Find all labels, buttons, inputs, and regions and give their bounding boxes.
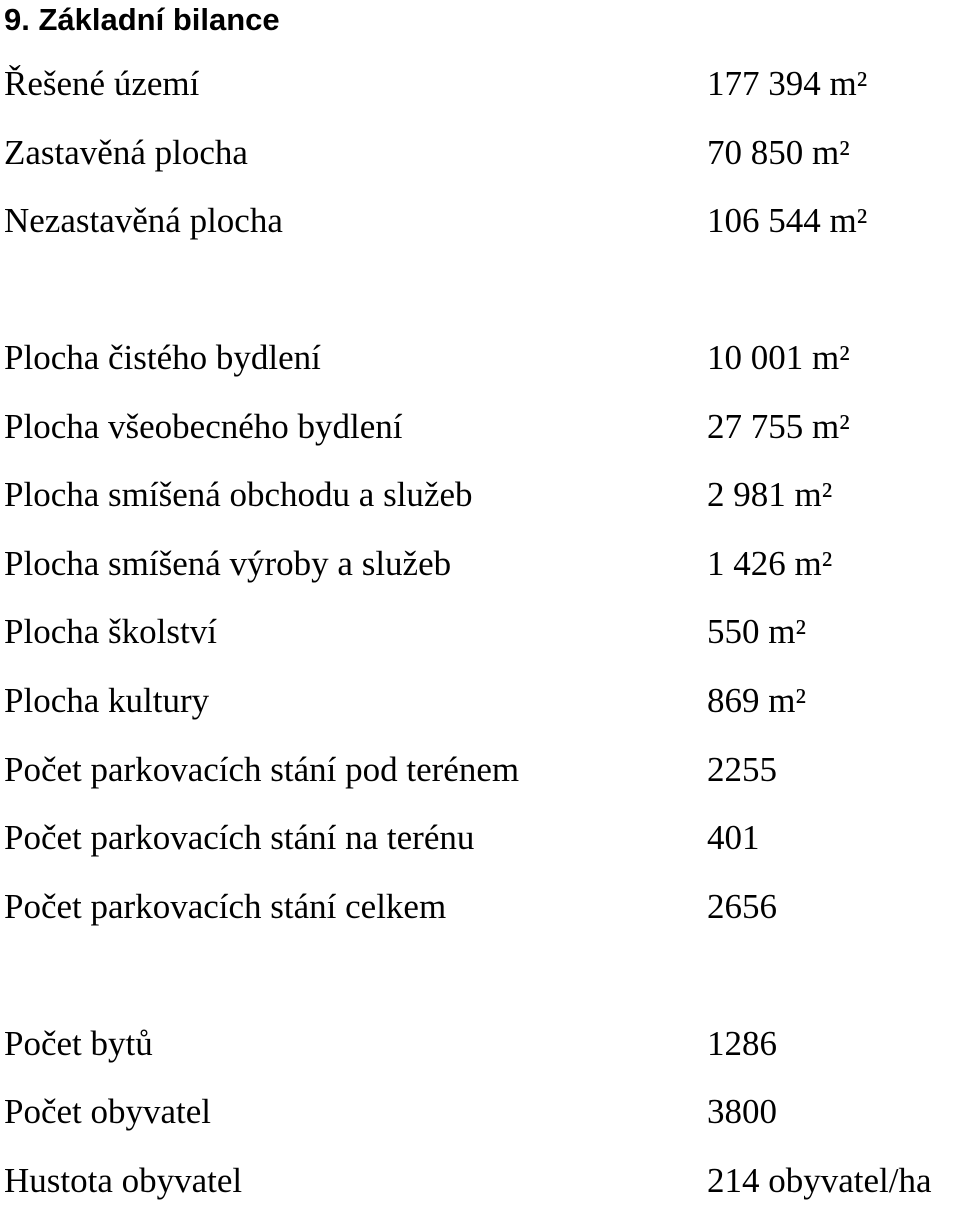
- row-label: Hustota obyvatel: [4, 1161, 243, 1200]
- row-label: Počet bytů: [4, 1024, 153, 1063]
- row-label: Počet parkovacích stání na terénu: [4, 818, 475, 857]
- balance-row: [0, 199, 960, 243]
- row-label: Zastavěná plocha: [4, 133, 248, 172]
- balance-row: [0, 131, 960, 175]
- balance-row: [0, 336, 960, 380]
- row-value: 550 m²: [707, 612, 806, 651]
- balance-row: [0, 748, 960, 792]
- balance-row: [0, 679, 960, 723]
- row-value: 401: [707, 818, 760, 857]
- row-label: Plocha všeobecného bydlení: [4, 407, 403, 446]
- balance-row: [0, 473, 960, 517]
- row-value: 10 001 m²: [707, 338, 850, 377]
- balance-row: [0, 816, 960, 860]
- row-value: 70 850 m²: [707, 133, 850, 172]
- row-label: Počet parkovacích stání pod terénem: [4, 750, 520, 789]
- balance-row: [0, 610, 960, 654]
- row-value: 869 m²: [707, 681, 806, 720]
- row-value: 2 981 m²: [707, 475, 833, 514]
- balance-row: [0, 1090, 960, 1134]
- balance-row: [0, 62, 960, 106]
- row-value: 3800: [707, 1092, 777, 1131]
- row-label: Plocha školství: [4, 612, 217, 651]
- row-value: 2656: [707, 887, 777, 926]
- row-label: Řešené území: [4, 64, 200, 103]
- row-label: Počet parkovacích stání celkem: [4, 887, 447, 926]
- row-value: 1286: [707, 1024, 777, 1063]
- row-value: 214 obyvatel/ha: [707, 1161, 932, 1200]
- row-label: Plocha kultury: [4, 681, 210, 720]
- row-value: 1 426 m²: [707, 544, 833, 583]
- balance-row: [0, 542, 960, 586]
- row-value: 106 544 m²: [707, 201, 868, 240]
- row-label: Plocha smíšená výroby a služeb: [4, 544, 452, 583]
- row-label: Plocha čistého bydlení: [4, 338, 321, 377]
- row-label: Nezastavěná plocha: [4, 201, 283, 240]
- row-label: Počet obyvatel: [4, 1092, 212, 1131]
- balance-row: [0, 1159, 960, 1203]
- row-value: 177 394 m²: [707, 64, 868, 103]
- row-value: 2255: [707, 750, 777, 789]
- balance-row: [0, 405, 960, 449]
- row-label: Plocha smíšená obchodu a služeb: [4, 475, 473, 514]
- balance-row: [0, 1022, 960, 1066]
- section-title: 9. Základní bilance: [4, 2, 280, 37]
- row-value: 27 755 m²: [707, 407, 850, 446]
- balance-row: [0, 885, 960, 929]
